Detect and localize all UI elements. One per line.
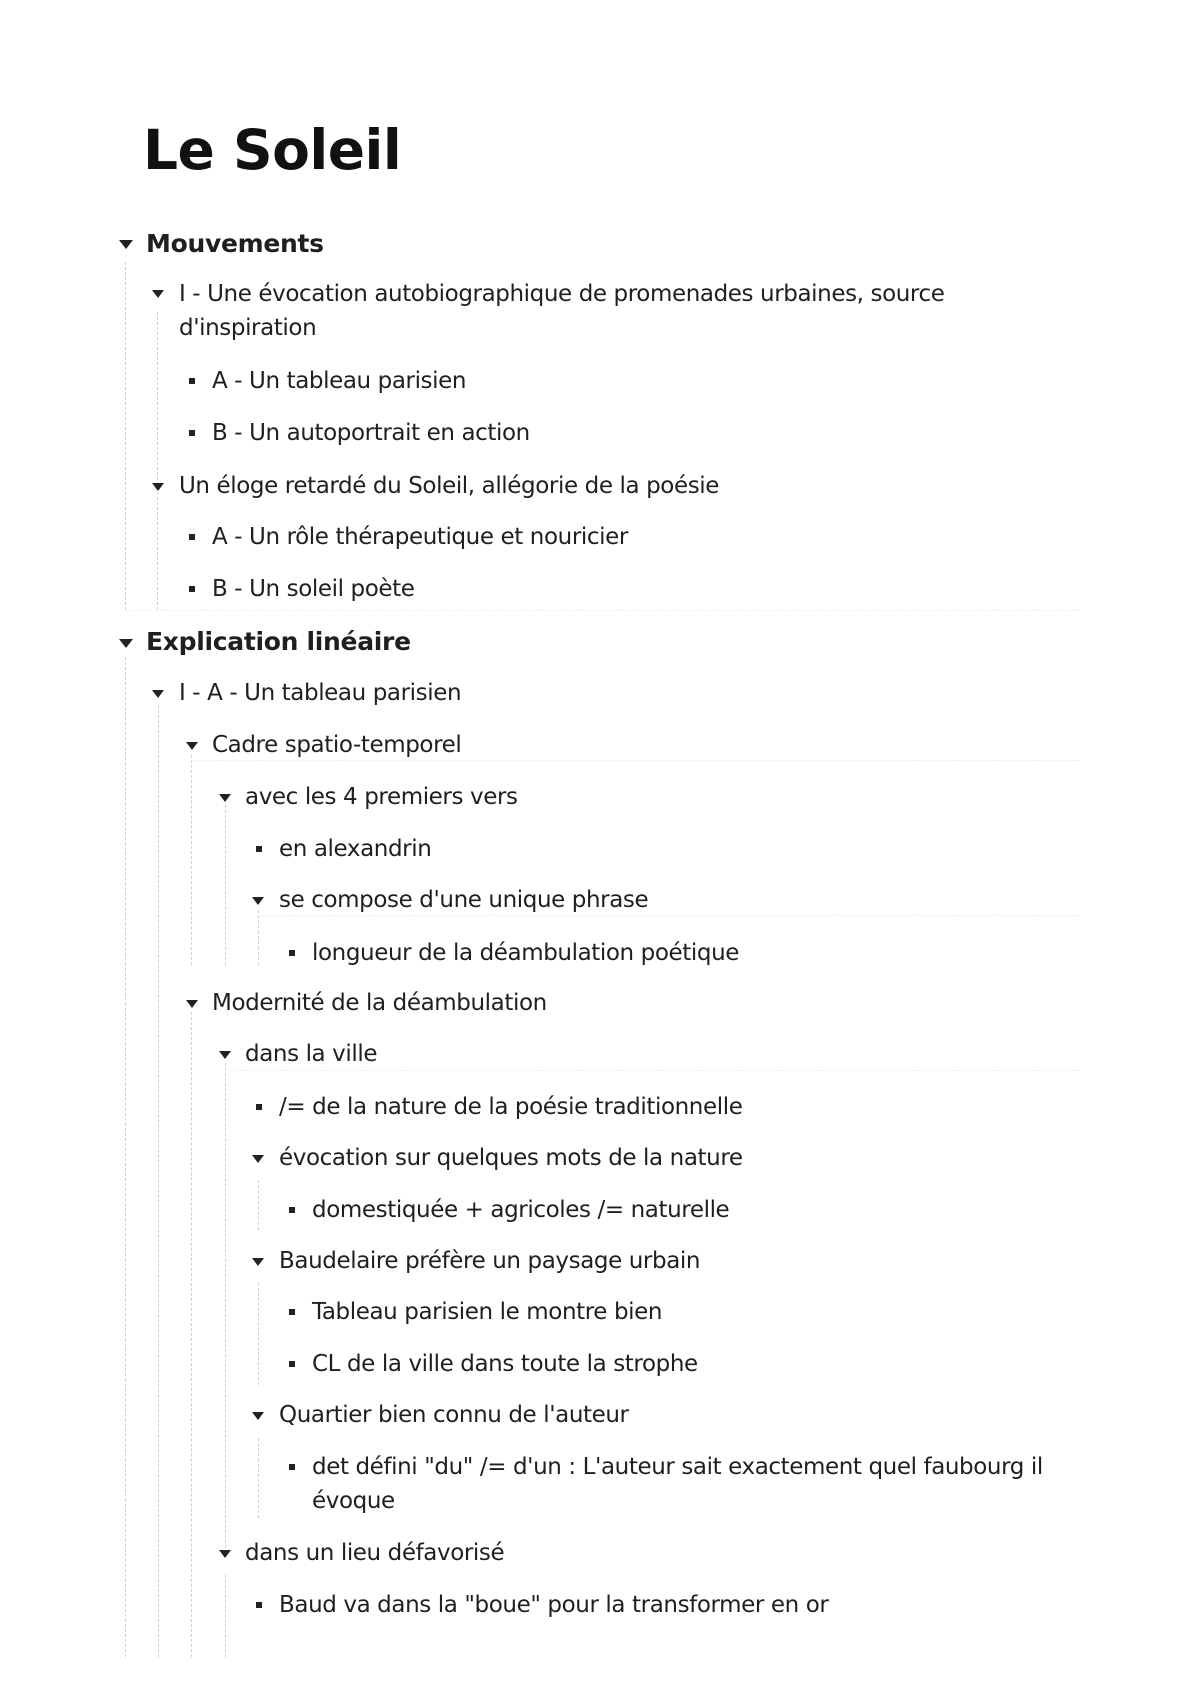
outline-item: B - Un soleil poète (212, 576, 415, 602)
outline-item: domestiquée + agricoles /= naturelle (312, 1197, 730, 1223)
collapse-toggle-icon[interactable] (119, 639, 133, 648)
bullet-icon (256, 846, 262, 852)
indent-guide (225, 1575, 226, 1657)
outline-item: I - A - Un tableau parisien (179, 680, 462, 706)
bullet-icon (189, 430, 195, 436)
indent-guide (225, 805, 226, 965)
outline-item: det défini "du" /= d'un : L'auteur sait exactement quel faubourg il (312, 1454, 1043, 1480)
indent-guide (258, 1438, 259, 1518)
outline-item: A - Un rôle thérapeutique et nouricier (212, 524, 628, 550)
collapse-toggle-icon[interactable] (252, 897, 264, 905)
bullet-icon (289, 1361, 295, 1367)
outline-item: A - Un tableau parisien (212, 368, 467, 394)
outline-item: avec les 4 premiers vers (245, 784, 518, 810)
collapse-toggle-icon[interactable] (186, 1000, 198, 1008)
collapse-toggle-icon[interactable] (152, 690, 164, 698)
page-title: Le Soleil (143, 118, 402, 182)
bullet-icon (189, 378, 195, 384)
bullet-icon (256, 1602, 262, 1608)
outline-item-continuation: d'inspiration (179, 315, 317, 341)
bullet-icon (289, 1464, 295, 1470)
indent-guide (158, 705, 159, 1657)
bullet-icon (256, 1104, 262, 1110)
collapse-toggle-icon[interactable] (119, 240, 133, 249)
row-separator (125, 610, 1080, 611)
heading-mouvements: Mouvements (146, 229, 324, 258)
collapse-toggle-icon[interactable] (219, 1051, 231, 1059)
collapse-toggle-icon[interactable] (219, 1550, 231, 1558)
outline-item: CL de la ville dans toute la strophe (312, 1351, 698, 1377)
bullet-icon (289, 1309, 295, 1315)
collapse-toggle-icon[interactable] (219, 794, 231, 802)
collapse-toggle-icon[interactable] (186, 742, 198, 750)
collapse-toggle-icon[interactable] (252, 1412, 264, 1420)
bullet-icon (289, 1207, 295, 1213)
indent-guide (125, 262, 126, 610)
indent-guide (258, 1283, 259, 1385)
collapse-toggle-icon[interactable] (152, 290, 164, 298)
outline-item: Baud va dans la "boue" pour la transformer en or (279, 1592, 829, 1618)
outline-item: en alexandrin (279, 836, 432, 862)
outline-item: longueur de la déambulation poétique (312, 940, 740, 966)
bullet-icon (189, 586, 195, 592)
outline-item: B - Un autoportrait en action (212, 420, 530, 446)
outline-item: /= de la nature de la poésie traditionnelle (279, 1094, 743, 1120)
indent-guide (258, 910, 259, 965)
collapse-toggle-icon[interactable] (152, 483, 164, 491)
bullet-icon (189, 534, 195, 540)
indent-guide (191, 1012, 192, 1657)
indent-guide (225, 1063, 226, 1553)
outline-item: se compose d'une unique phrase (279, 887, 649, 913)
bullet-icon (289, 950, 295, 956)
outline-item: Cadre spatio-temporel (212, 732, 462, 758)
outline-item: I - Une évocation autobiographique de promenades urbaines, source (179, 281, 945, 307)
outline-item-continuation: évoque (312, 1488, 395, 1514)
collapse-toggle-icon[interactable] (252, 1258, 264, 1266)
heading-explication: Explication linéaire (146, 627, 411, 656)
outline-item: dans la ville (245, 1041, 378, 1067)
outline-item: Quartier bien connu de l'auteur (279, 1402, 629, 1428)
indent-guide (258, 1180, 259, 1230)
indent-guide (191, 755, 192, 965)
collapse-toggle-icon[interactable] (252, 1155, 264, 1163)
outline-item: Tableau parisien le montre bien (312, 1299, 663, 1325)
indent-guide (125, 657, 126, 1657)
outline-item: dans un lieu défavorisé (245, 1540, 505, 1566)
outline-item: Baudelaire préfère un paysage urbain (279, 1248, 701, 1274)
outline-item: Un éloge retardé du Soleil, allégorie de la poésie (179, 473, 720, 499)
outline-item: Modernité de la déambulation (212, 990, 547, 1016)
indent-guide (157, 312, 158, 610)
outline-item: évocation sur quelques mots de la nature (279, 1145, 743, 1171)
